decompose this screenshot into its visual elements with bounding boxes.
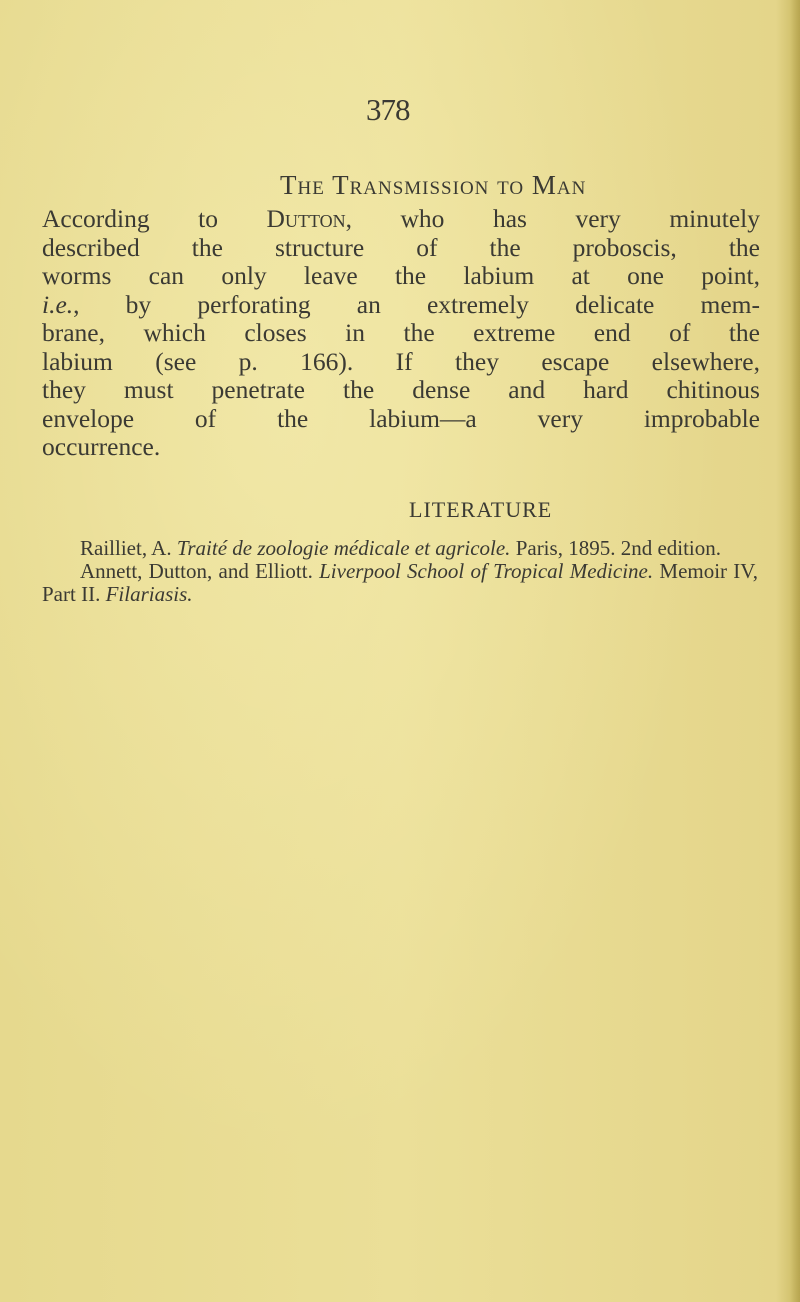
- text-run: worms can only leave the labium at one point,: [42, 261, 760, 290]
- reference-title: Traité de zoologie médicale et agricole.: [176, 536, 511, 560]
- author-name: Dutton: [266, 204, 346, 233]
- italic-abbreviation: i.e.: [42, 289, 74, 319]
- text-run: , who has very minutely: [345, 204, 760, 233]
- paragraph-line: [42, 433, 760, 462]
- body-paragraph: [42, 205, 760, 462]
- page-edge-shadow: [790, 0, 800, 1302]
- text-run: brane, which closes in the extreme end of the: [42, 318, 760, 347]
- reference-item: [42, 537, 758, 560]
- reference-authors: Annett, Dutton, and Elliott.: [80, 559, 313, 583]
- paragraph-line: [42, 234, 760, 263]
- paragraph-line: [42, 205, 760, 234]
- paragraph-line: [42, 291, 760, 320]
- text-run: envelope of the labium—a very improbable: [42, 403, 760, 433]
- reference-authors: Railliet, A.: [80, 536, 172, 560]
- text-run: , by perforating an extremely delicate mem-: [73, 289, 760, 319]
- reference-item: [42, 560, 758, 606]
- paragraph-line: [42, 405, 760, 434]
- reference-details: Paris, 1895. 2nd edition.: [515, 536, 722, 560]
- reference-details: Memoir IV, Part II.: [42, 559, 759, 606]
- literature-heading: LITERATURE: [409, 497, 553, 522]
- reference-list: [42, 537, 758, 606]
- paragraph-line: [42, 319, 760, 348]
- paragraph-line: [42, 262, 760, 291]
- text-run: they must penetrate the dense and hard chitinous: [42, 375, 760, 404]
- page-number: 378: [366, 92, 410, 127]
- text-run: described the structure of the proboscis, the: [42, 232, 760, 262]
- paragraph-line: [42, 376, 760, 405]
- text-run: labium (see p. 166). If they escape elsewhere,: [42, 346, 760, 376]
- reference-subtitle: Filariasis.: [105, 582, 193, 606]
- chapter-title: The Transmission to Man: [280, 170, 587, 200]
- reference-title: Liverpool School of Tropical Medicine.: [319, 559, 654, 583]
- text-run: According to: [42, 204, 267, 233]
- paragraph-line: [42, 348, 760, 377]
- text-run: occurrence.: [42, 432, 161, 461]
